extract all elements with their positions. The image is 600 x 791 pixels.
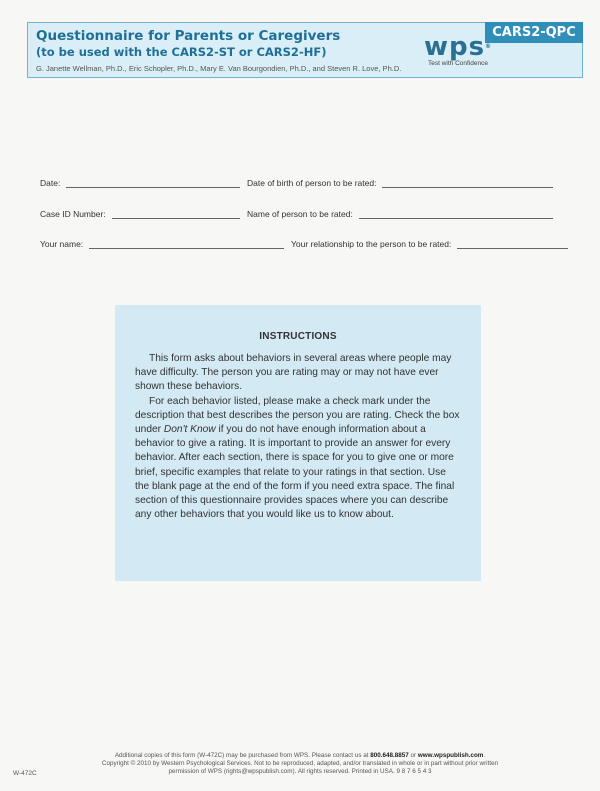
dob-label: Date of birth of person to be rated: xyxy=(247,178,377,188)
footer xyxy=(0,752,600,777)
dob-input[interactable] xyxy=(382,177,553,188)
footer-line-1 xyxy=(0,752,600,760)
form-title: Questionnaire for Parents or Caregivers xyxy=(36,28,341,44)
form-code: W-472C xyxy=(13,770,37,777)
case-id-field xyxy=(40,205,240,219)
relationship-input[interactable] xyxy=(457,238,568,249)
form-header xyxy=(27,22,583,78)
wps-logo: wps® Test with Confidence xyxy=(423,32,493,67)
name-field xyxy=(247,205,553,219)
footer-text: Additional copies of this form (W-472C) may be purchased from WPS. Please contact us at xyxy=(114,752,371,759)
case-id-label: Case ID Number: xyxy=(40,209,106,219)
footer-text: . xyxy=(483,752,486,759)
footer-text: or xyxy=(408,752,418,759)
instructions-title: INSTRUCTIONS xyxy=(259,331,337,342)
instructions-text: if you do not have enough information about a behavior to give a rating. It is important to provide an answer for every behavior. After each section, there is space for you to give one or more brief, specific examples that relate to your ratings in that section. Use the blank page at the end of the form if you need extra space. The final section of this questionnaire provides spaces where you can describe any other behaviors that you would like us to know about. xyxy=(135,424,455,521)
logo-text: wps xyxy=(423,32,486,62)
footer-website-link[interactable]: www.wpspublish.com xyxy=(417,752,484,759)
instructions-text: For each behavior listed, please make a check mark under the description that best describes the person you are rating. Check the box under xyxy=(135,395,460,436)
relationship-label: Your relationship to the person to be rated: xyxy=(291,239,452,249)
instructions-box xyxy=(115,305,481,581)
date-label: Date: xyxy=(40,178,61,188)
your-name-label: Your name: xyxy=(40,239,84,249)
form-code-tab: CARS2-QPC xyxy=(485,22,583,43)
logo-tagline: Test with Confidence xyxy=(428,60,488,67)
your-name-input[interactable] xyxy=(89,238,284,249)
footer-phone: 800.648.8857 xyxy=(370,752,409,759)
dob-field xyxy=(247,174,553,188)
name-label: Name of person to be rated: xyxy=(247,209,353,219)
instructions-paragraph-1: This form asks about behaviors in several areas where people may have difficulty. The person you are rating may or may not have ever shown these behaviors. xyxy=(135,353,452,393)
relationship-field xyxy=(291,235,553,249)
authors: G. Janette Wellman, Ph.D., Eric Schopler, Ph.D., Mary E. Van Bourgondien, Ph.D., and Steven R. Love, Ph.D. xyxy=(36,64,402,73)
dont-know-emphasis: Don't Know xyxy=(163,424,216,436)
footer-line-2: Copyright © 2010 by Western Psychological Services. Not to be reproduced, adapted, and/or translated in whole or in part without prior written xyxy=(101,760,499,768)
instructions-paragraph-2 xyxy=(135,395,461,523)
date-input[interactable] xyxy=(66,177,240,188)
name-input[interactable] xyxy=(359,208,553,219)
case-id-input[interactable] xyxy=(112,208,240,219)
date-field xyxy=(40,174,240,188)
form-subtitle: (to be used with the CARS2-ST or CARS2-HF) xyxy=(36,45,327,59)
footer-line-3: permission of WPS (rights@wpspublish.com). All rights reserved. Printed in USA. 9 8 7 6 5 4 3 xyxy=(168,768,432,776)
your-name-field xyxy=(40,235,284,249)
